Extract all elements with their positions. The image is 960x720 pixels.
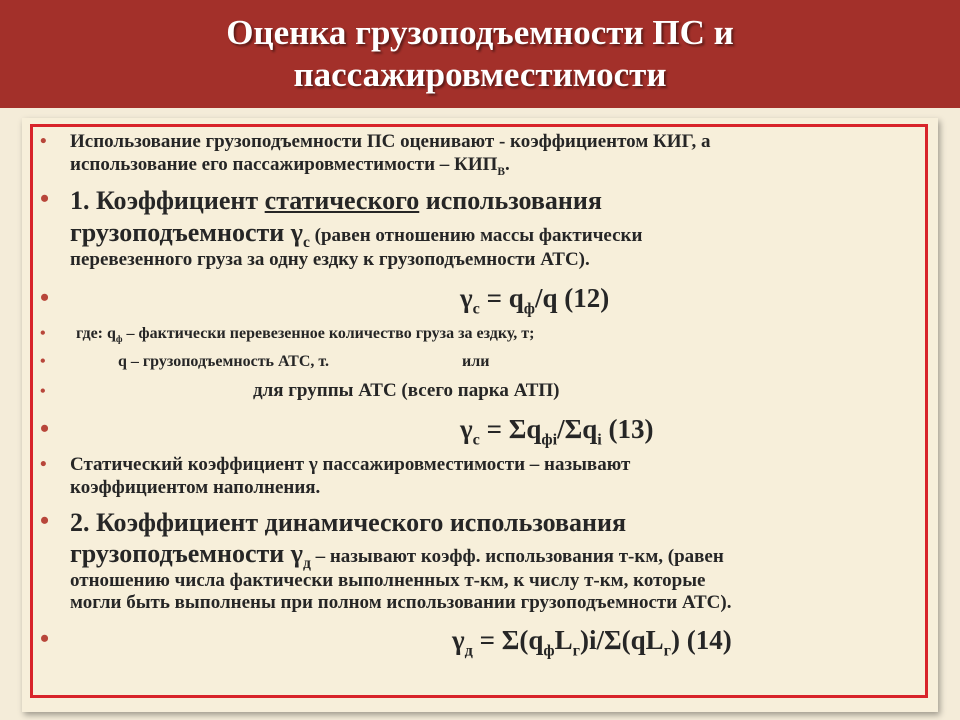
bullet-icon: • <box>40 283 50 312</box>
bullet-icon: • <box>40 506 50 535</box>
where-definition: где: $q_ф$ – фактически перевезенное количество груза за ездку, т; <box>76 325 535 346</box>
formula-14: $\gamma_д = \Sigma(q_фL_г)i/\Sigma(qL_г)$ (14) <box>452 625 732 660</box>
paragraph-4-line-2: грузоподъемности $\gamma_д$ – называют коэфф. использования т-км, (равен <box>70 539 724 573</box>
bullet-icon: • <box>40 353 46 370</box>
paragraph-4-line-3: отношению числа фактически выполненных т-км, к числу т-км, которые <box>70 570 706 591</box>
paragraph-4-line-1: 2. Коэффициент динамического использования <box>70 508 627 537</box>
bullet-icon: • <box>40 454 47 475</box>
paragraph-1-line-2: использование его пассажировместимости – $КИП_В$. <box>70 154 510 178</box>
bullet-icon: • <box>40 414 50 443</box>
paragraph-3-line-2: коэффициентом наполнения. <box>70 477 321 498</box>
paragraph-3-line-1: Статический коэффициент γ пассажировместимости – называют <box>70 454 631 475</box>
title-line-2: пассажировместимости <box>293 55 667 94</box>
title-banner <box>0 0 960 108</box>
paragraph-1-line-1: Использование грузоподъемности ПС оценивают - коэффициентом КИГ, а <box>70 131 711 152</box>
title-line-1: Оценка грузоподъемности ПС и <box>226 13 734 52</box>
bullet-icon: • <box>40 383 46 400</box>
q-definition: q – грузоподъемность АТС, т. <box>118 353 330 370</box>
bullet-icon: • <box>40 131 47 152</box>
bullet-icon: • <box>40 325 46 342</box>
paragraph-2-line-2: грузоподъемности $\gamma_c$ (равен отношению массы фактически <box>70 218 643 252</box>
formula-13: $\gamma_c = \Sigma q_{фi}/\Sigma q_i$ (13) <box>460 414 654 449</box>
or-text: или <box>462 353 490 370</box>
paragraph-2-line-3: перевезенного груза за одну ездку к грузоподъемности АТС). <box>70 249 590 270</box>
paragraph-4-line-4: могли быть выполнены при полном использовании грузоподъемности АТС). <box>70 592 732 613</box>
formula-12: $\gamma_c = q_ф/q$ (12) <box>460 283 610 318</box>
paragraph-2-line-1: 1. Коэффициент статического использования <box>70 186 602 215</box>
group-note: для группы АТС (всего парка АТП) <box>253 380 560 401</box>
bullet-icon: • <box>40 624 50 653</box>
bullet-icon: • <box>40 184 50 213</box>
